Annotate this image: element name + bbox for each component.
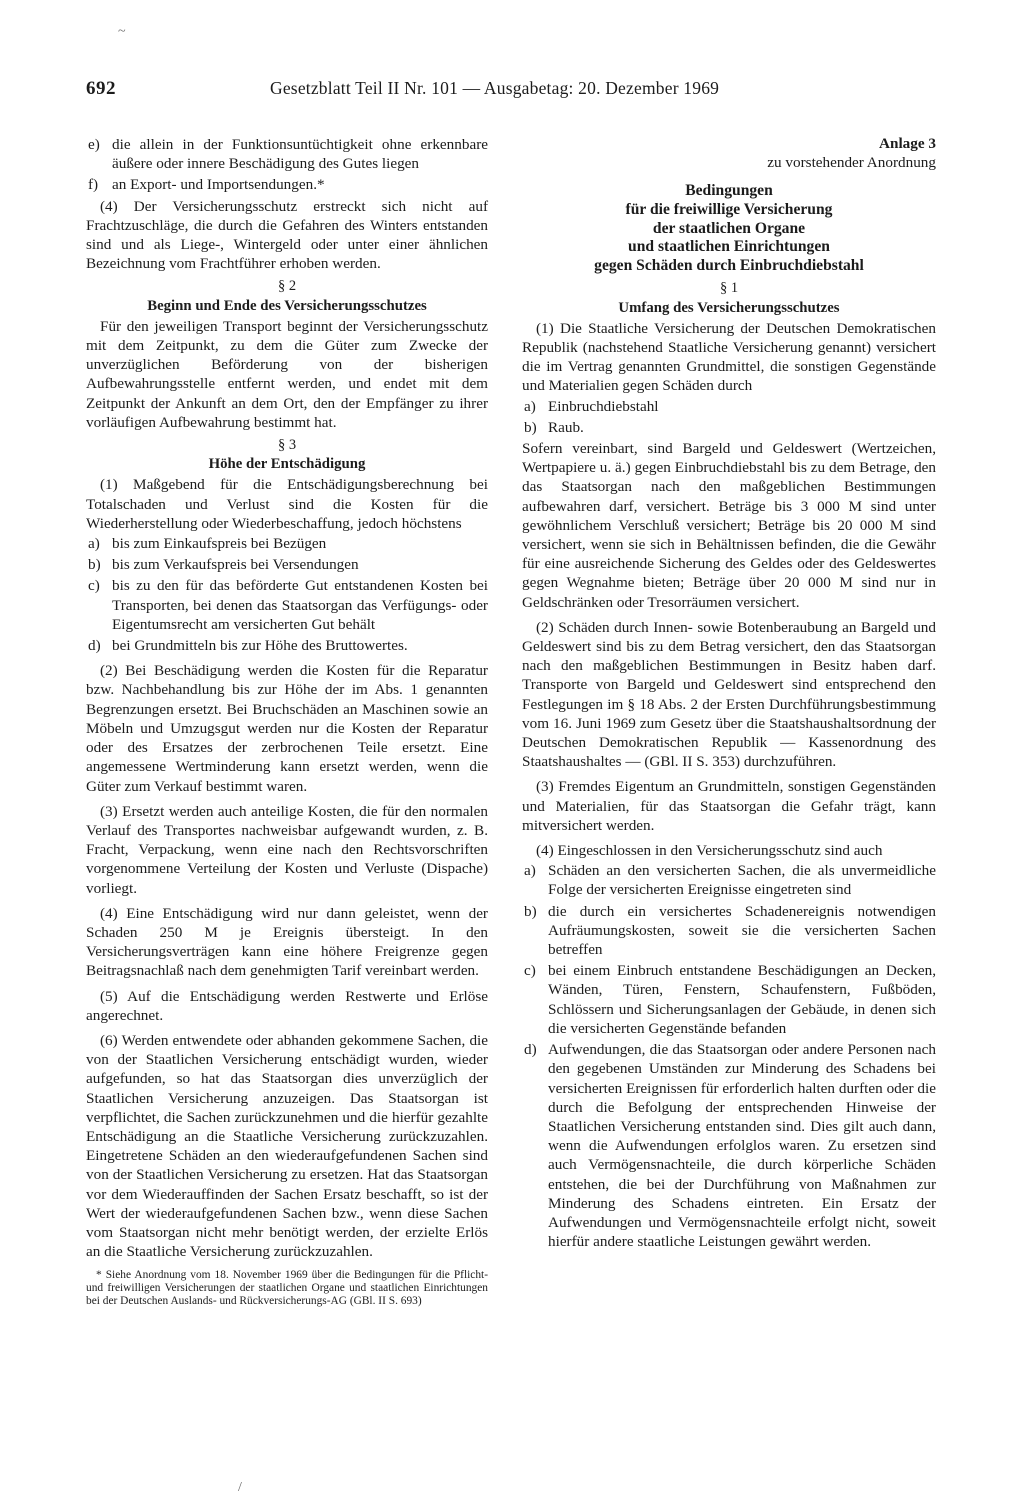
item-label: a) xyxy=(524,862,536,880)
item-label: d) xyxy=(88,637,101,655)
item-text: Aufwendungen, die das Staatsorgan oder andere Personen nach den gegebenen Umständen zur Minderung des Schadens bei versicherten Ereignissen für erforderlich halten durften oder die durch die Befolgung der entsprechenden Hinweise der Staatlichen Versicherung entstanden sind. Dies gilt auch dann, wenn die Aufwendungen erfolglos waren. Zu ersetzen sind auch Vermögensnachteile, die durch körperliche Schäden entstehen, die bei der Durchführung von Maßnahmen zur Minderung des Schadens eintreten. Ein Ersatz der Aufwendungen und Vermögensnachteile erfolgt nicht, soweit hierfür andere staatliche Leistungen gewährt werden. xyxy=(548,1041,936,1251)
item-text: Einbruchdiebstahl xyxy=(548,397,659,415)
list-item xyxy=(86,636,488,655)
item-label: b) xyxy=(524,418,537,436)
item-text: bei Grundmitteln bis zur Höhe des Bruttowertes. xyxy=(112,637,408,655)
paragraph: (2) Schäden durch Innen- sowie Botenberaubung an Bargeld und Geldeswert sind bis zu dem Betrag versichert, den das Staatsorgan nach den maßgeblichen Bestimmungen in Besitz haben darf. Transporte von Bargeld und Geldeswert sind entsprechend den Festlegungen im § 18 Abs. 2 der Ersten Durchführungsbestimmung vom 16. Juni 1969 zum Gesetz über die Staatshaushaltsordnung der Deutschen Demokratischen Republik — Kassenordnung des Staatshaushaltes — (GBl. II S. 353) durchzuführen. xyxy=(522,618,936,771)
list-item xyxy=(522,902,936,960)
paragraph: (4) Eingeschlossen in den Versicherungsschutz sind auch xyxy=(536,842,883,860)
section-number: § 3 xyxy=(277,437,297,454)
annex-subtitle: zu vorstehender Anordnung xyxy=(767,154,936,172)
list-item xyxy=(86,555,488,574)
paragraph: (2) Bei Beschädigung werden die Kosten für die Reparatur bzw. Nachbehandlung bis zur Höhe der im Abs. 1 genannten Begrenzungen ersetzt. Bei Bruchschäden an Maschinen sowie an Möbeln und Umzugsgut werden nur die Kosten der Reparatur oder des Ersatzes der zerbrochenen Teile ersetzt. Eine angemessene Wertminderung kann ersetzt werden, wenn die Güter zum Verkauf bestimmt waren. xyxy=(86,662,488,795)
footnote: * Siehe Anordnung vom 18. November 1969 über die Bedingungen für die Pflicht- und freiwilligen Versicherungen der staatlichen Organe und staatlichen Einrichtungen bei der Deutschen Auslands- und Rückversicherungs-AG (GBl. II S. 693) xyxy=(86,1269,488,1307)
paragraph: Für den jeweiligen Transport beginnt der Versicherungsschutz mit dem Zeitpunkt, zu dem die Güter zum Zwecke der unverzüglichen Beförderung von der bisherigen Aufbewahrungsstelle entfernt werden, und endet mit dem Zeitpunkt der Ankunft an dem Ort, den der Empfänger zu ihrer vorläufigen Aufbewahrung bestimmt hat. xyxy=(86,317,488,431)
document-title: Bedingungen für die freiwillige Versicherung der staatlichen Organe und staatlichen Einrichtungen gegen Schäden durch Einbruchdiebstahl xyxy=(594,182,864,274)
list-item xyxy=(522,961,936,1038)
item-label: c) xyxy=(88,577,100,595)
item-label: b) xyxy=(88,556,101,574)
paragraph: (1) Die Staatliche Versicherung der Deutschen Demokratischen Republik (nachstehend Staatliche Versicherung genannt) versichert die im Vertrag genannten Grundmittel, die sonstigen Gegenstände und Materialien gegen Schäden durch xyxy=(522,319,936,395)
paragraph: (4) Eine Entschädigung wird nur dann geleistet, wenn der Schaden 250 M je Ereignis übersteigt. In den Versicherungsverträgen kann eine höhere Freigrenze gegen Beitragsnachlaß nach dem genehmigten Tarif vereinbart werden. xyxy=(86,904,488,980)
list-item xyxy=(522,397,936,416)
paragraph: (5) Auf die Entschädigung werden Restwerte und Erlöse angerechnet. xyxy=(86,987,488,1024)
item-label: b) xyxy=(524,902,537,920)
item-text: Raub. xyxy=(548,418,584,436)
list-item xyxy=(86,576,488,634)
item-text: an Export- und Importsendungen.* xyxy=(112,176,325,194)
paragraph: (6) Werden entwendete oder abhanden gekommene Sachen, die von der Staatlichen Versicherung entschädigt wurden, wieder aufgefunden, so hat das Staatsorgan dies unverzüglich der Staatlichen Versicherung anzuzeigen. Das Staatsorgan ist verpflichtet, die Sachen zurückzunehmen und die hierfür gezahlte Entschädigung an die Staatliche Versicherung zurückzuzahlen. Eingetretene Schäden an den wiederaufgefundenen Sachen sind von der Staatlichen Versicherung zu ersetzen. Hat das Staatsorgan vor dem Wiederauffinden der Sachen Ersatz beschafft, so ist der Wert der wiederaufgefundenen Sachen bzw., wenn diese Sachen vom Staatsorgan nicht mehr benötigt werden, der erzielte Erlös an die Staatliche Versicherung zurückzuzahlen. xyxy=(86,1031,488,1261)
item-text: die durch ein versichertes Schadenereignis notwendigen Aufräumungskosten, soweit sie die versicherten Sachen betreffen xyxy=(548,902,936,959)
item-text: bis zum Einkaufspreis bei Bezügen xyxy=(112,535,327,553)
right-column xyxy=(522,134,936,1253)
paragraph: Sofern vereinbart, sind Bargeld und Geldeswert (Wertzeichen, Wertpapiere u. ä.) gegen Einbruchdiebstahl bis zu dem Betrage, den das Staatsorgan nach den maßgeblichen Bestimmungen aufbewahren darf, versichert. Beträge bis 3 000 M sind unter gewöhnlichem Verschluß versichert; Beträge bis 20 000 M sind versichert, wenn sie sich in Behältnissen befinden, die die Gewähr für eine ausreichende Sicherung des Geldes oder des Geldeswertes gegen Wegnahme bieten; Beträge über 20 000 M sind nur in Geldschränken oder Tresorräumen versichert. xyxy=(522,440,936,611)
section-title: Höhe der Entschädigung xyxy=(208,456,366,473)
running-head: Gesetzblatt Teil II Nr. 101 — Ausgabetag: 20. Dezember 1969 xyxy=(270,78,720,98)
list-item xyxy=(86,534,488,553)
section-number: § 2 xyxy=(277,278,297,295)
item-text: bei einem Einbruch entstandene Beschädigungen an Decken, Wänden, Türen, Fenstern, Schaufenstern, Fußböden, Schlössern und Sicherungsanlagen der Gebäude, in denen sich die versicherten Gegenstände befanden xyxy=(548,962,936,1037)
list-item xyxy=(522,1040,936,1251)
paragraph: (3) Ersetzt werden auch anteilige Kosten, die für den normalen Verlauf des Transportes nachweisbar aufgewandt wurden, z. B. Fracht, Verpackung, wenn eine nach den Rechtsvorschriften vorgenommene Verteilung der Kosten und Verluste (Dispache) vorliegt. xyxy=(86,802,488,897)
list-item xyxy=(522,418,936,437)
list-item xyxy=(86,175,488,194)
list-item xyxy=(522,861,936,899)
list-item xyxy=(86,135,488,173)
item-text: bis zum Verkaufspreis bei Versendungen xyxy=(112,556,359,574)
item-label: a) xyxy=(524,397,536,415)
item-label: d) xyxy=(524,1041,537,1059)
item-label: a) xyxy=(88,535,100,553)
page-number: 692 xyxy=(86,78,116,99)
item-label: c) xyxy=(524,962,536,980)
paragraph: (4) Der Versicherungsschutz erstreckt sich nicht auf Frachtzuschläge, die durch die Gefahren des Winters entstanden sind und als Liege-, Wintergeld oder unter einer ähnlichen Bezeichnung vom Frachtführer erhoben werden. xyxy=(86,197,488,273)
left-column xyxy=(86,134,488,1308)
scan-speck-bottom: / xyxy=(238,1480,242,1495)
paragraph: (1) Maßgebend für die Entschädigungsberechnung bei Totalschaden und Verlust sind die Kosten für die Wiederherstellung oder Wiederbeschaffung, jedoch höchstens xyxy=(86,476,488,532)
item-label: f) xyxy=(88,176,99,194)
annex-label: Anlage 3 xyxy=(879,135,936,152)
item-text: die allein in der Funktionsuntüchtigkeit ohne erkennbare äußere oder innere Beschädigung des Gutes liegen xyxy=(112,136,488,173)
section-title: Umfang des Versicherungsschutzes xyxy=(618,299,840,316)
paragraph: (3) Fremdes Eigentum an Grundmitteln, sonstigen Gegenständen und Materialien, für das Staatsorgan die Gefahr trägt, kann mitversichert werden. xyxy=(522,778,936,834)
item-label: e) xyxy=(88,136,100,153)
section-title: Beginn und Ende des Versicherungsschutzes xyxy=(147,297,427,314)
section-number: § 1 xyxy=(719,280,739,297)
page-header xyxy=(86,78,936,104)
item-text: Schäden an den versicherten Sachen, die als unvermeidliche Folge der versicherten Ereignisse eingetreten sind xyxy=(548,862,936,899)
item-text: bis zu den für das beförderte Gut entstandenen Kosten bei Transporten, bei denen das Staatsorgan das Verfügungs- oder Eigentumsrecht am versicherten Gut behält xyxy=(112,577,488,633)
scan-speck-top: ~ xyxy=(118,24,126,39)
